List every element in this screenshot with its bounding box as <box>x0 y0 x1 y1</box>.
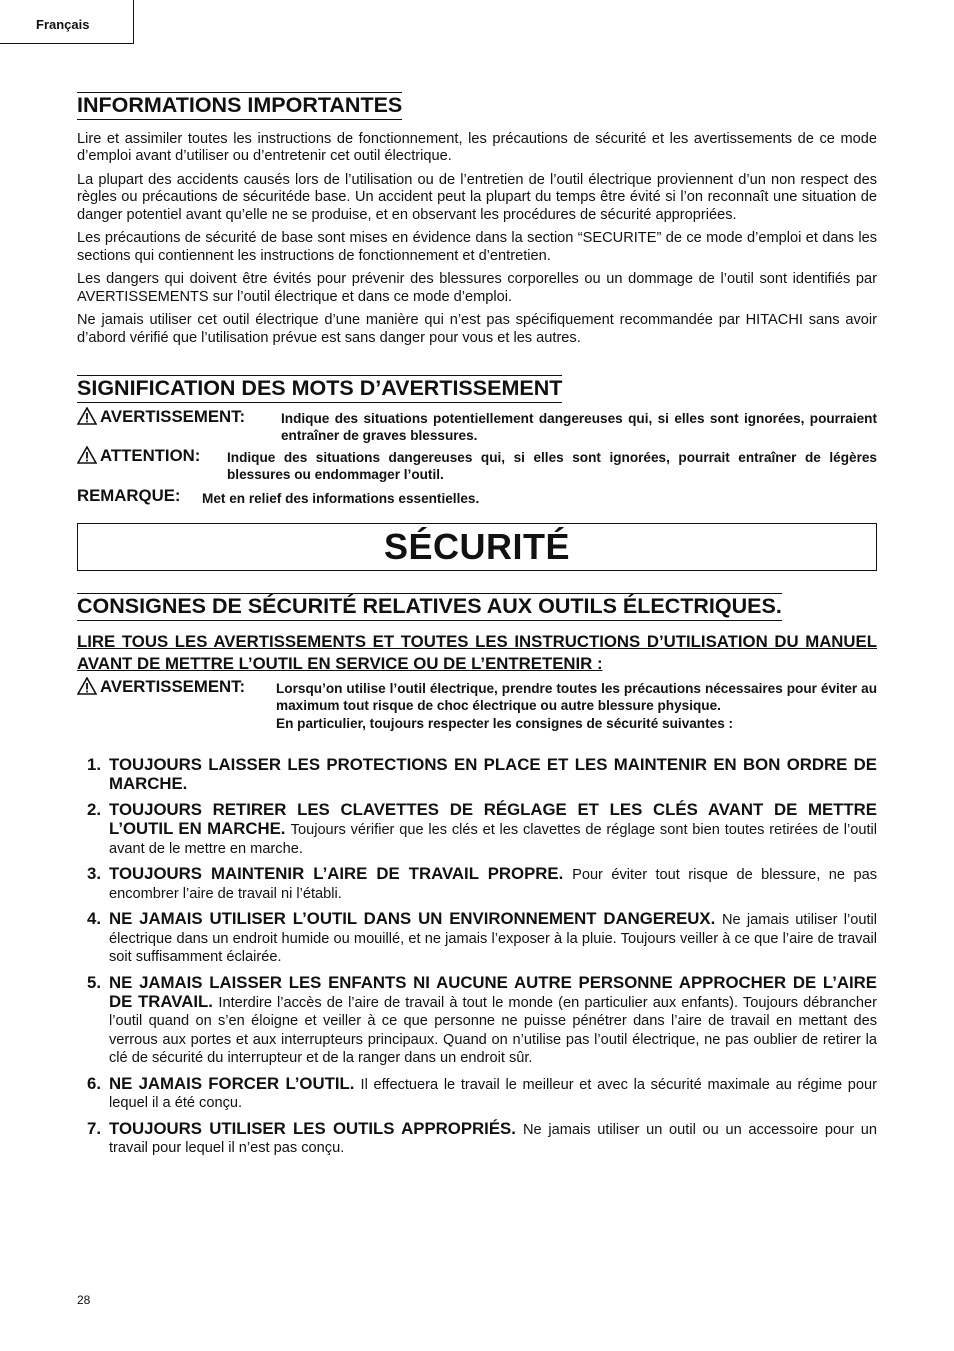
definition-term: ATTENTION: <box>100 445 201 465</box>
list-item: 1. TOUJOURS LAISSER LES PROTECTIONS EN PLACE ET LES MAINTENIR EN BON ORDRE DE MARCHE. <box>87 755 877 794</box>
warning-triangle-icon <box>77 677 97 695</box>
paragraph: Les dangers qui doivent être évités pour prévenir des blessures corporelles ou un dommage de l’outil sont identifiés par AVERTISSEMENTS sur l’outil électrique et dans ce mode d’emploi. <box>77 271 877 305</box>
warning-triangle-icon <box>77 446 97 464</box>
section-title-signal-words: SIGNIFICATION DES MOTS D’AVERTISSEMENT <box>77 375 562 403</box>
definition-term: AVERTISSEMENT: <box>100 676 246 696</box>
warning-triangle-icon <box>77 407 97 425</box>
language-label: Français <box>36 17 90 32</box>
safety-banner <box>77 523 877 571</box>
list-item: 7. TOUJOURS UTILISER LES OUTILS APPROPRIÉS. Ne jamais utiliser un outil ou un accessoire pour un travail pour lequel il n’est pas conçu. <box>87 1118 878 1157</box>
language-tab <box>0 0 134 44</box>
paragraph: La plupart des accidents causés lors de l’utilisation ou de l’entretien de l’outil électrique proviennent d’un non respect des règles ou précautions de sécuritéde base. Un accident peut la plupart du temps être évité si l’on reconnaît une situation de danger potentiel avant qu’elle ne se produise, et en observant les procédures de sécurité appropriées. <box>77 171 877 223</box>
definition-term: REMARQUE: <box>77 485 181 505</box>
definition-warning-general <box>77 676 877 733</box>
definition-note <box>77 485 877 508</box>
list-item: 3. TOUJOURS MAINTENIR L’AIRE DE TRAVAIL PROPRE. Pour éviter tout risque de blessure, ne pas encombrer l’aire de travail ni l’établi. <box>87 864 877 902</box>
definition-caution <box>77 445 877 484</box>
list-item: 6. NE JAMAIS FORCER L’OUTIL. Il effectuera le travail le meilleur et avec la sécurité maximale au régime pour lequel il a été conçu. <box>87 1073 877 1112</box>
safety-banner-title: SÉCURITÉ <box>383 526 571 568</box>
safety-rules-list <box>77 756 877 1158</box>
page-content <box>77 92 877 1165</box>
definition-text: Indique des situations dangereuses qui, si elles sont ignorées, pourrait entraîner de légères blessures ou endommager l’outil. <box>227 449 877 483</box>
list-item: 5. NE JAMAIS LAISSER LES ENFANTS NI AUCUNE AUTRE PERSONNE APPROCHER DE L’AIRE DE TRAVAIL. Interdire l’accès de l’aire de travail à tout le monde (en particulier aux enfants). Toujours débrancher l’outil quand on s’en éloigne et veiller à ce que personne ne puisse pénétrer dans l’aire de travail en mettant des verrous aux portes et aux interrupteurs principaux. Quand on n’utilise pas l’outil électrique, ne pas oublier de retirer la clé de sécurité du interrupteur et de la ranger dans un endroit sûr. <box>87 972 878 1067</box>
definition-text: En particulier, toujours respecter les consignes de sécurité suivantes : <box>276 715 734 731</box>
list-item: 2. TOUJOURS RETIRER LES CLAVETTES DE RÉGLAGE ET LES CLÉS AVANT DE METTRE L’OUTIL EN MARCHE. Toujours vérifier que les clés et les clavettes de réglage sont bien toutes retirées de l’outil avant de le mettre en marche. <box>87 800 877 857</box>
section-title-power-tools: CONSIGNES DE SÉCURITÉ RELATIVES AUX OUTILS ÉLECTRIQUES. <box>77 593 782 621</box>
definition-text: Lorsqu’on utilise l’outil électrique, prendre toutes les précautions nécessaires pour éviter au maximum tout risque de choc électrique ou autre blessure physique. <box>276 680 877 714</box>
read-all-instructions: LIRE TOUS LES AVERTISSEMENTS ET TOUTES LES INSTRUCTIONS D’UTILISATION DU MANUEL AVANT DE METTRE L’OUTIL EN SERVICE OU DE L’ENTRETENIR : <box>77 631 877 673</box>
definition-text: Met en relief des informations essentielles. <box>202 490 480 506</box>
paragraph: Les précautions de sécurité de base sont mises en évidence dans la section “SECURITE” de ce mode d’emploi et dans les sections qui contiennent les instructions de fonctionnement et d’entretien. <box>77 230 877 264</box>
definition-warning <box>77 406 877 445</box>
paragraph: Ne jamais utiliser cet outil électrique d’une manière qui n’est pas spécifiquement recommandée par HITACHI sans avoir d’abord vérifié que l’utilisation prévue est sans danger pour vous et les autres. <box>77 312 877 346</box>
page-number: 28 <box>77 1293 91 1307</box>
definition-term: AVERTISSEMENT: <box>100 406 246 426</box>
list-item: 4. NE JAMAIS UTILISER L’OUTIL DANS UN ENVIRONNEMENT DANGEREUX. Ne jamais utiliser l’outil électrique dans un endroit humide ou mouillé, et ne jamais l’exposer à la pluie. Toujours veiller à ce que l’aire de travail soit suffisamment éclairée. <box>87 909 877 966</box>
definition-text: Indique des situations potentiellement dangereuses qui, si elles sont ignorées, pourraient entraîner de graves blessures. <box>281 410 877 444</box>
paragraph: Lire et assimiler toutes les instructions de fonctionnement, les précautions de sécurité et les avertissements de ce mode d’emploi avant d’utiliser ou d’entretenir cet outil électrique. <box>77 130 877 165</box>
section-title-important: INFORMATIONS IMPORTANTES <box>77 92 402 120</box>
